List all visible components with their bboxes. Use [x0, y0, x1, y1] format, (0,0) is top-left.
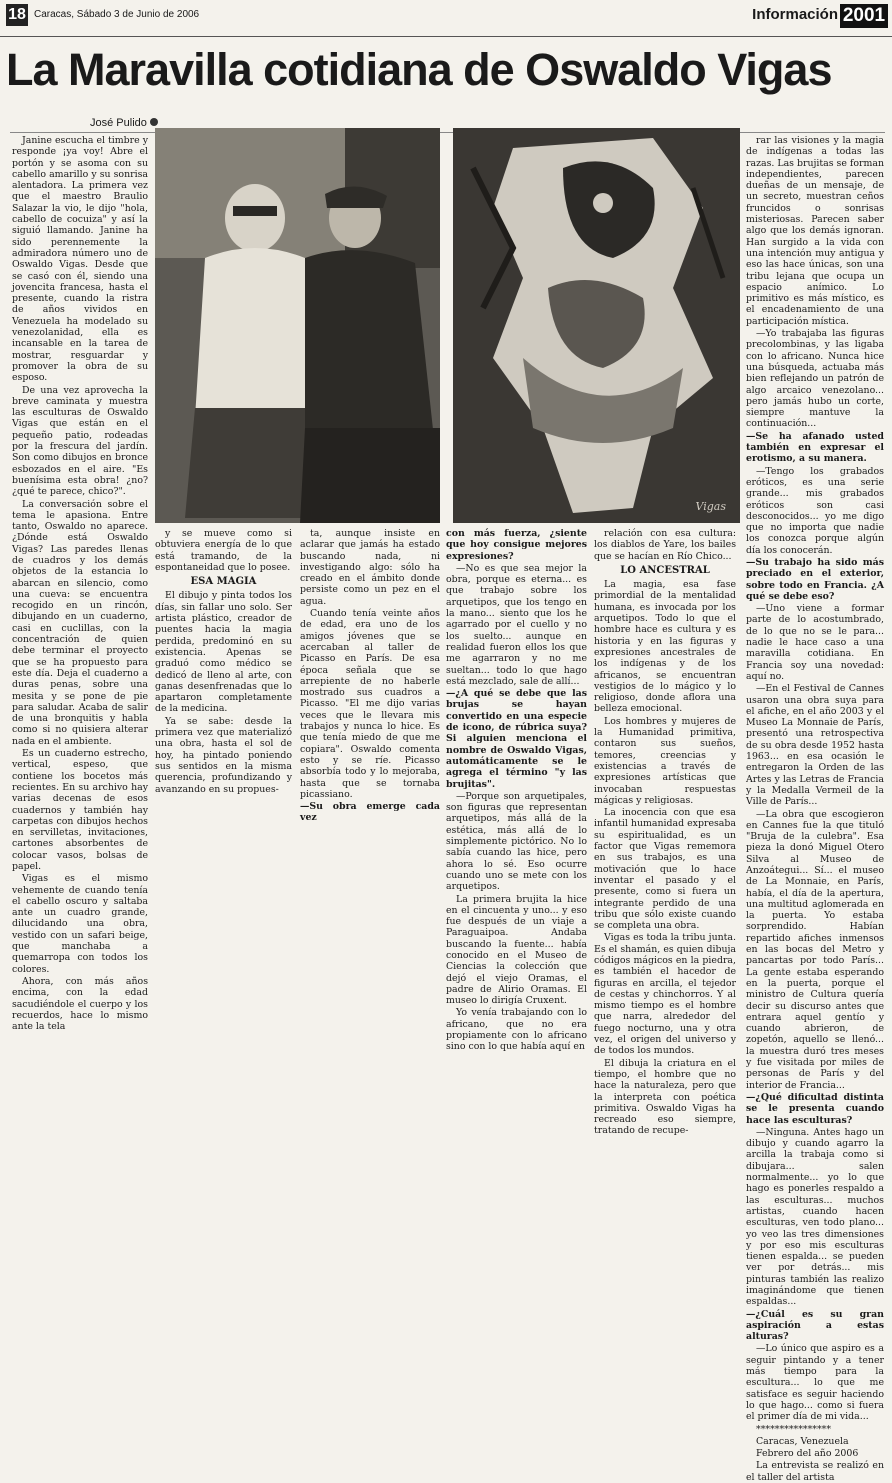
paragraph: Janine escucha el timbre y responde ¡ya voy! Abre el portón y se asoma con su cabello amarillo y su sonrisa alentadora. La primera vez que el maestro Braulio Salazar la vio, le dijo "hola, cabello de cocuiza" y así la siguió llamando. Janine ha sido perennemente la admiradora número uno de Oswaldo Vigas. Desde que se casó con él, siendo una jovencita francesa, hasta el presente, cuando la ristra de años vividos en Venezuela ha modelado su venezolanidad, ella es incansable en la tarea de mostrar, resguardar y promover la obra de su esposo. [12, 135, 148, 384]
section-name: Información [752, 6, 838, 23]
question: —¿Qué dificultad distinta se le presenta cuando hace las esculturas? [746, 1091, 884, 1126]
paragraph: Es un cuaderno estrecho, vertical, espeso, que contiene los bocetos más recientes. En su archivo hay varias decenas de esos cuadernos y también hay carpetas con dibujos hechos en servilletas, invitaciones, cartones absorbentes de colocar vasos, bolsas de papel. [12, 748, 148, 872]
paragraph: —Yo trabajaba las figuras precolombinas, y las ligaba con lo africano. Nunca hice una búsqueda, actuaba más bien reflejando un patrón de algo arcaico venezolano... pero jamás hubo un corte, siempre mantuve la continuación... [746, 328, 884, 430]
byline [90, 117, 158, 129]
paragraph: El dibujo y pinta todos los días, sin fallar uno solo. Ser artista plástico, creador de puentes hacia la magia perdida, predominó en su existencia. Apenas se graduó como médico se dedicó de lleno al arte, con ganas desenfrenadas que lo apartaron completamente de la medicina. [155, 590, 292, 715]
column-2 [155, 528, 292, 998]
page-header [0, 0, 892, 37]
column-5 [594, 528, 736, 1137]
paragraph: El dibuja la criatura en el tiempo, el hombre que no hace la naturaleza, pero que la interpreta con poética primitiva. Oswaldo Vigas ha recreado eso siempre, tratando de recupe- [594, 1057, 736, 1137]
separator-stars: **************** [756, 1423, 831, 1435]
photo-painting-brujita [453, 128, 740, 523]
author-name: José Pulido [90, 117, 147, 129]
question: —¿A qué se debe que las brujas se hayan convertido en una especie de icono, de rúbrica suya? Si alguien menciona el nombre de Oswaldo Vigas, automáticamente se le agrega el término "y las brujitas". [446, 688, 587, 790]
subheading-esa-magia: ESA MAGIA [190, 576, 257, 588]
footer-line: Caracas, Venezuela [756, 1435, 849, 1447]
column-4 [446, 528, 587, 1053]
paragraph: —Lo único que aspiro es a seguir pintando y a tener más tiempo para la escultura... lo que me satisface es seguir haciendo lo que hago... como si fuera el primer día de mi vida... [746, 1343, 884, 1423]
paragraph: Los hombres y mujeres de la Humanidad primitiva, contaron sus sueños, temores, creencias y existencias a través de expresiones artísticas que invocaban respuestas mágicas y religiosas. [594, 715, 736, 806]
paragraph: ta, aunque insiste en aclarar que jamás ha estado buscando nada, ni investigando algo: sólo ha creado en el ámbito donde persiste como un pez en el agua. [300, 528, 440, 607]
column-3 [300, 528, 440, 998]
question: con más fuerza, ¿siente que hoy consigue mejores expresiones? [446, 528, 587, 562]
headline-rule [10, 132, 885, 133]
paragraph: rar las visiones y la magia de indígenas a todas las razas. Las brujitas se forman independientes, parecen dueñas de un mensaje, de un secreto, muestran ceños fruncidos o sonrisas misteriosas. Parecen saber algo que los demás ignoran. Han surgido a la vida con una intención muy antigua y eso las hace únicas, son una tribu lejana que ocupa un espacio anímico. Lo primitivo es más místico, es el encadenamiento de una participación mística. [746, 135, 885, 327]
paragraph: relación con esa cultura: los diablos de Yare, los bailes que se hacían en Río Chico... [594, 528, 736, 562]
headline: La Maravilla cotidiana de Oswaldo Vigas [6, 44, 832, 95]
paragraph: Vigas es toda la tribu junta. Es el shamán, es quien dibuja códigos mágicos en la piedra, es también el hacedor de figuras en arcilla, el tejedor de cestas y chinchorros. Y al mismo tiempo es el hombre que narra, alrededor del fuego nocturno, una y otra vez, el origen del universo y de todos los mundos. [594, 932, 736, 1057]
paragraph: Ahora, con más años encima, con la edad sacudiéndole el cuerpo y los recuerdos, hace lo mismo ante la tela [12, 975, 148, 1033]
column-6 [746, 135, 885, 1483]
paragraph: Cuando tenía veinte años de edad, era uno de los amigos jóvenes que se acercaban al taller de Picasso en París. De esa época señala que se arrepiente de no haberle mostrado sus cuadros a Picasso. "El me dijo varias veces que le llevara mis trabajos y nunca lo hice. Es que tenía miedo de que me copiara". Oswaldo comenta esto y se ríe. Picasso absorbía todo y lo mejoraba, hasta que se tornaba picassiano. [300, 608, 440, 800]
column-1 [12, 135, 148, 1033]
question: —¿Cuál es su gran aspiración a estas alturas? [746, 1308, 884, 1343]
painting-signature: Vigas [695, 500, 726, 513]
paragraph: La inocencia con que esa infantil humanidad expresaba su espiritualidad, es un factor que Vigas rememora en sus trabajos, es una motivación que lo hace inventar el pasado y el presente, como si fuera un integrante perdido de una tribu que sólo existe cuando se completa una obra. [594, 807, 736, 932]
paragraph: Yo venía trabajando con lo africano, que no era propiamente con lo africano sino con lo que había aquí en [446, 1007, 587, 1053]
footer-line: La entrevista se realizó en el taller del artista [746, 1460, 884, 1483]
footer-line: Febrero del año 2006 [756, 1448, 859, 1460]
photo-two-men [155, 128, 440, 523]
paragraph: La primera brujita la hice en el cincuenta y uno... y eso fue después de un viaje a Paraguaipoa. Andaba buscando la fuente... había conocido en el Museo de Ciencias la colección que dejó el viejo Oramas, el padre de Alirio Oramas. El museo lo dirigía Cruxent. [446, 893, 587, 1007]
page-number: 18 [6, 4, 28, 26]
question: —Su trabajo ha sido más preciado en el exterior, sobre todo en Francia. ¿A qué se debe eso? [746, 556, 884, 602]
paragraph: —En el Festival de Cannes usaron una obra suya para el afiche, en el año 2003 y el Museo La Monnaie de París, presentó una retrospectiva de su obra desde 1952 hasta 1963... en esa ocasión le entregaron la Orden de las Artes y las Letras de Francia y la Medalla Vermeil de la Ville de París... [746, 683, 884, 808]
paragraph: —Uno viene a formar parte de lo acostumbrado, de lo que no se le para... nadie le hace caso a una maravilla cotidiana. En Francia soy una novedad: aquí no. [746, 603, 884, 682]
photo-two-men-illustration [155, 128, 440, 523]
byline-dot [150, 118, 158, 126]
paragraph: —La obra que escogieron en Cannes fue la que tituló "Bruja de la culebra". Esa pieza la donó Miguel Otero Silva al Museo de Anzoátegui... Sí... el museo de La Monnaie, en París, había, el día de la apertura, una multitud aglomerada en la puerta. Yo estaba sorprendido. Habían repartido afiches inmensos en las bocas del Metro y pancartas por todo París... La gente estaba esperando en la puerta, porque el ministro de Cultura quería decir su discurso antes que entrara aquel gentío y cuando abrieron, de zopetón, aquello se llenó... la muestra duró tres meses y fue visitada por miles de personas de París y del interior de Francia... [746, 808, 884, 1091]
paragraph: De una vez aprovecha la breve caminata y muestra las esculturas de Oswaldo Vigas que están en el pequeño patio, rodeadas por la frescura del jardín. Son como dibujos en bronce esbozados en el aire. "Es buenísima esta obra! ¿no? ¿qué te parece, chico?". [12, 384, 148, 498]
newspaper-logo: 2001 [840, 4, 888, 28]
paragraph: —Tengo los grabados eróticos, es una serie grande... mis grabados eróticos son casi desconocidos... yo me digo que no importa que nadie los conozca porque algún día los conocerán. [746, 465, 884, 556]
subheading-lo-ancestral: LO ANCESTRAL [620, 564, 710, 576]
paragraph: La magia, esa fase primordial de la mentalidad humana, es invocada por los arquetipos. Todo lo que el hombre hace es cultura y es historia y en las figuras y expresiones ancestrales de los indígenas y de los africanos, se encuentran vestigios de lo mágico y lo religioso, donde aflora una belleza emocional. [594, 579, 736, 715]
paragraph: Ya se sabe: desde la primera vez que materializó una obra, hasta el sol de hoy, ha pintado poniendo sus sentidos en la misma querencia, profundizando y avanzando en su propues- [155, 715, 292, 795]
paragraph: y se mueve como si obtuviera energía de lo que está tramando, de la espontaneidad que lo posee. [155, 528, 292, 573]
paragraph: Vigas es el mismo vehemente de cuando tenía el cabello oscuro y saltaba ante un cuadro grande, dilucidando una obra, vestido con un safari beige, que manchaba a quemarropa con todos los colores. [12, 873, 148, 975]
painting-illustration [453, 128, 740, 523]
question: —Se ha afanado usted también en expresar el erotismo, a su manera. [746, 430, 884, 465]
question: —Su obra emerge cada vez [300, 801, 440, 824]
paragraph: —No es que sea mejor la obra, porque es eterna... es que trabajo sobre los arquetipos, que los tengo en la mano... siento que los he agarrado por el cuello y no los suelto... aunque en realidad fueron ellos los que me agarraron y no me sueltan... todo lo que hago está mezclado, sale de allí... [446, 562, 587, 687]
dateline: Caracas, Sábado 3 de Junio de 2006 [34, 9, 200, 20]
paragraph: La conversación sobre el tema le apasiona. Entre tanto, Oswaldo no aparece. ¿Dónde está Oswaldo Vigas? Las paredes llenas de cuadros y los demás objetos de la estancia lo abarcan en silencio, como una cueva: se encuentra recogido en un rincón, dibujando en un cuaderno, casi en cuclillas, con la concentración de quien debe terminar el proyecto que se ha propuesto para este día. Deja el cuaderno a duras penas, sobre una mesita y se pone de pie para saludar. Acaba de salir de una bronquitis y habla como si no quisiera alterar nada en el ambiente. [12, 498, 148, 747]
paragraph: —Porque son arquetipales, son figuras que representan arquetipos, más allá de la estética, más allá de lo simplemente pictórico. No lo sabía cuando las hice, pero ahora lo sé. Eso ocurre cuando uno se mete con los arquetipos. [446, 790, 587, 893]
paragraph: —Ninguna. Antes hago un dibujo y cuando agarro la arcilla la trabaja como si dibujara... salen normalmente... yo lo que hago es ponerles respaldo a las esculturas... muchos artistas, cuando hacen esculturas, ven todo plano... yo veo las tres dimensiones y por eso mis esculturas tienen espalda... se pueden ver por detrás... mis pinturas también las realizo imaginándome que tienen espaldas... [746, 1126, 884, 1308]
